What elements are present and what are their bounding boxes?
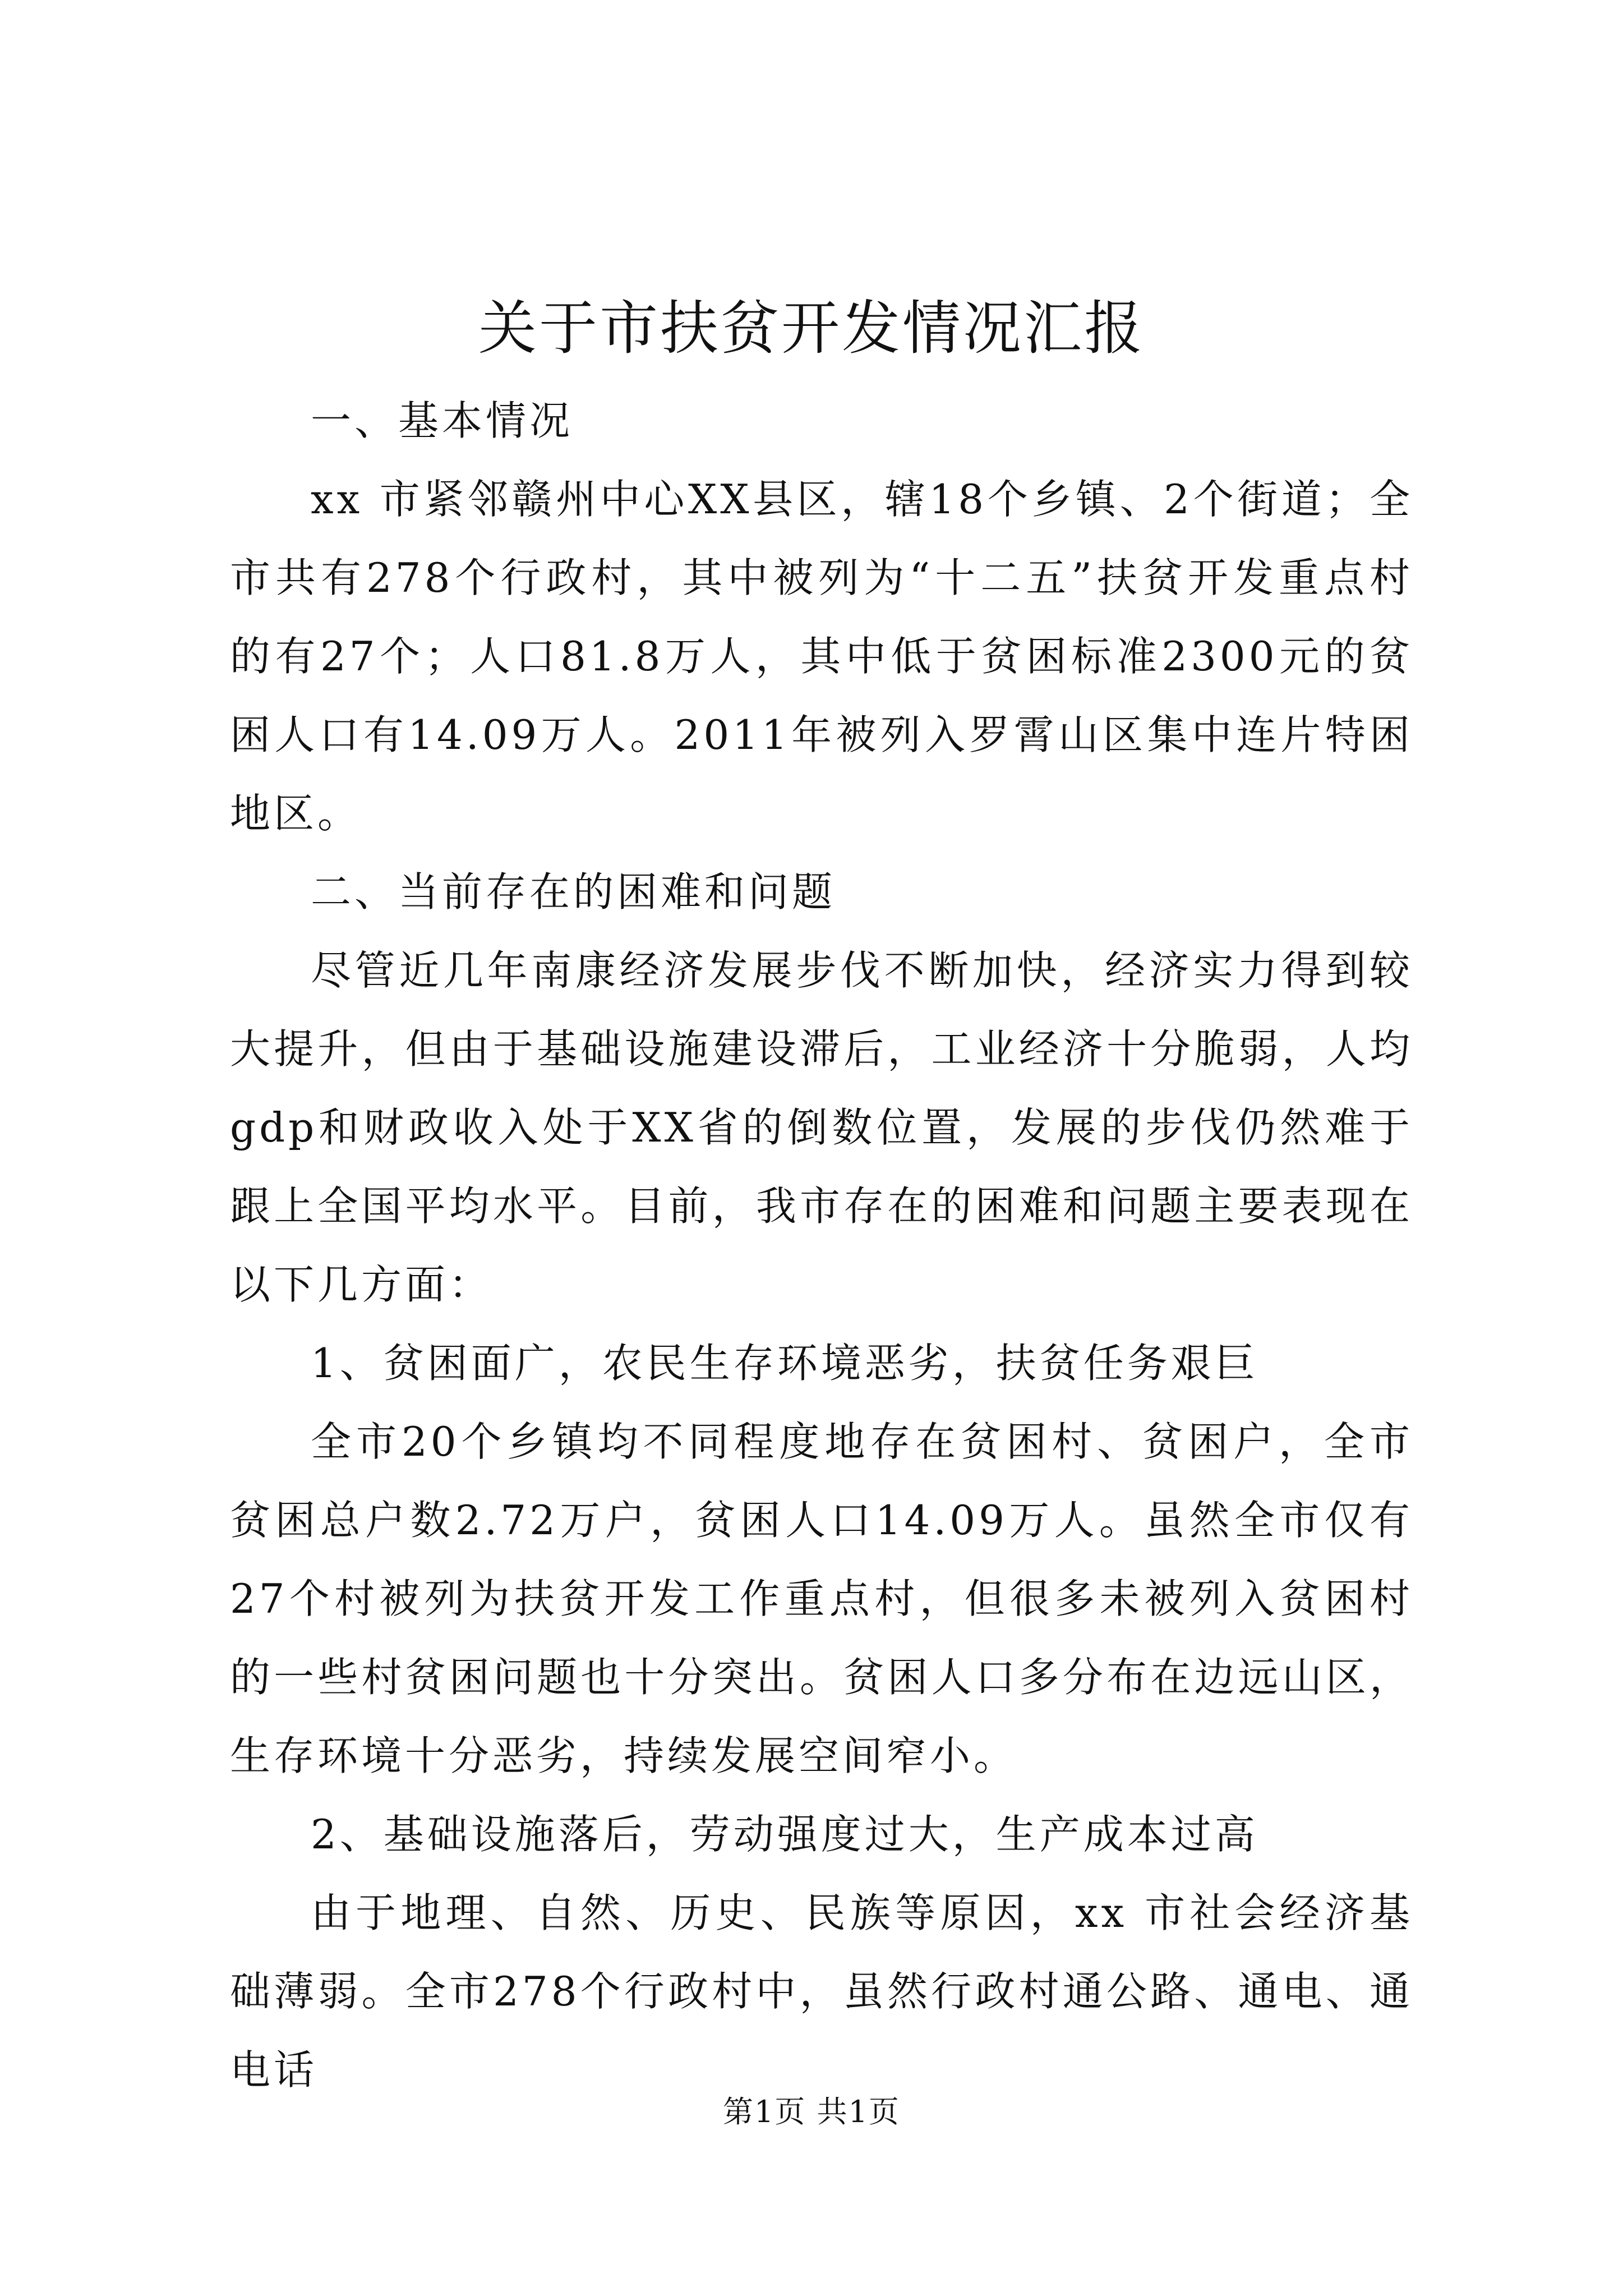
document-title: 关于市扶贫开发情况汇报 xyxy=(478,294,1145,362)
subheading-infrastructure: 2、基础设施落后，劳动强度过大，生产成本过高 xyxy=(311,1811,1258,1858)
page-footer: 第1页 共1页 xyxy=(723,2094,900,2129)
section-heading-basic-situation: 一、基本情况 xyxy=(311,397,574,444)
subheading-poverty-scope: 1、贫困面广，农民生存环境恶劣，扶贫任务艰巨 xyxy=(311,1340,1258,1387)
section-heading-difficulties: 二、当前存在的困难和问题 xyxy=(311,868,836,915)
document-body xyxy=(230,381,1413,2109)
paragraph-difficulties-overview: 尽管近几年南康经济发展步伐不断加快，经济实力得到较大提升，但由于基础设施建设滞后，工业经济十分脆弱，人均gdp和财政收入处于XX省的倒数位置，发展的步伐仍然难于跟上全国平均水平。目前，我市存在的困难和问题主要表现在以下几方面： xyxy=(230,947,1413,1308)
paragraph-basic-situation: xx 市紧邻赣州中心XX县区，辖18个乡镇、2个街道；全市共有278个行政村，其中被列为“十二五”扶贫开发重点村的有27个；人口81.8万人，其中低于贫困标准2300元的贫困人口有14.09万人。2011年被列入罗霄山区集中连片特困地区。 xyxy=(230,476,1413,837)
paragraph-infrastructure: 由于地理、自然、历史、民族等原因，xx 市社会经济基础薄弱。全市278个行政村中，虽然行政村通公路、通电、通电话 xyxy=(230,1889,1413,2093)
paragraph-poverty-scope: 全市20个乡镇均不同程度地存在贫困村、贫困户，全市贫困总户数2.72万户，贫困人口14.09万人。虽然全市仅有27个村被列为扶贫开发工作重点村，但很多未被列入贫困村的一些村贫困问题也十分突出。贫困人口多分布在边远山区，生存环境十分恶劣，持续发展空间窄小。 xyxy=(230,1418,1413,1779)
